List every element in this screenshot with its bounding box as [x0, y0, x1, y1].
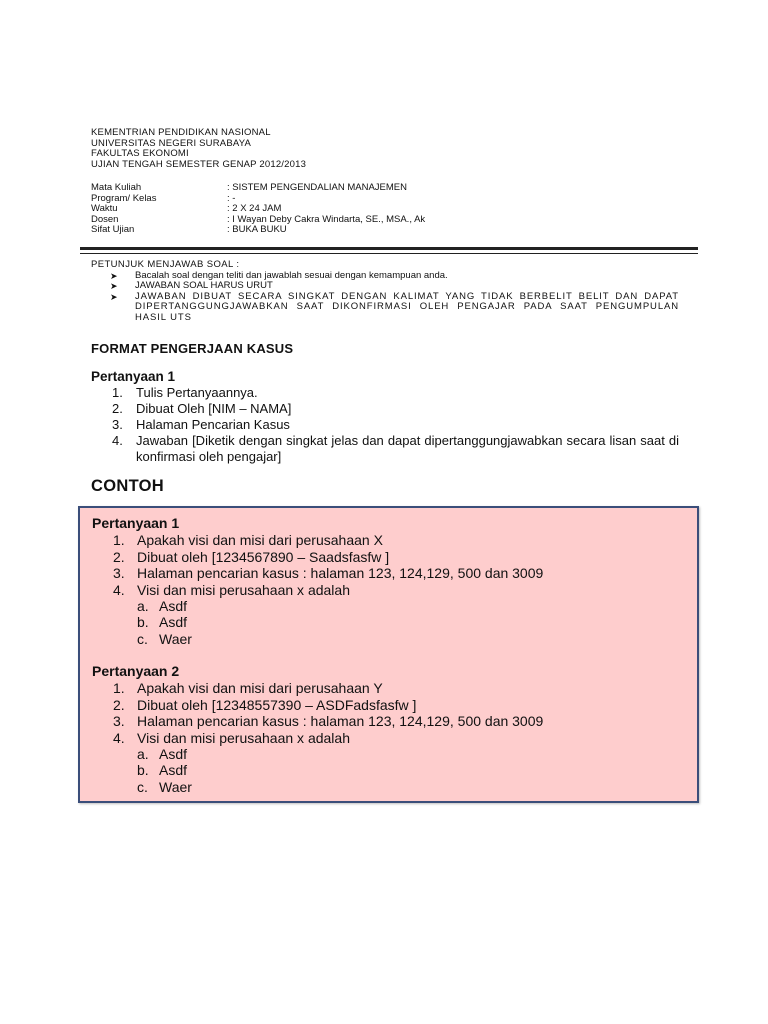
arrow-bullet-icon: ➤	[110, 270, 118, 281]
meta-label: Dosen	[91, 213, 119, 225]
example-question-2	[92, 663, 543, 795]
item-letter: b.	[137, 614, 149, 631]
meta-value: : SISTEM PENGENDALIAN MANAJEMEN	[227, 182, 408, 193]
item-text: Dibuat oleh [12348557390 – ASDFadsfasfw ]	[137, 696, 417, 713]
item-text: Dibuat Oleh [NIM – NAMA]	[136, 401, 292, 416]
format-question-title: Pertanyaan 1	[91, 369, 176, 384]
item-number: 1.	[113, 680, 125, 697]
format-list	[91, 385, 679, 465]
example-item	[92, 697, 543, 713]
meta-value: : BUKA BUKU	[227, 224, 287, 235]
example-item	[92, 565, 543, 581]
item-number: 3.	[113, 713, 125, 730]
header-university: UNIVERSITAS NEGERI SURABAYA	[91, 137, 252, 149]
example-box	[78, 506, 699, 803]
item-number: 3.	[112, 417, 123, 432]
example-title: CONTOH	[91, 477, 164, 495]
example-question-1	[92, 515, 543, 647]
item-text: Waer	[159, 778, 192, 795]
instruction-text: JAWABAN DIBUAT SECARA SINGKAT DENGAN KALIMAT YANG TIDAK BERBELIT BELIT DAN DAPAT DIPERTANGGUNGJAWABKAN SAAT DIKONFIRMASI OLEH PENGAJAR PADA SAAT PENGUMPULAN HASIL UTS	[135, 290, 679, 323]
item-number: 2.	[113, 696, 125, 713]
example-question-title: Pertanyaan 1	[92, 515, 180, 531]
item-letter: c.	[137, 778, 148, 795]
meta-row	[91, 225, 425, 236]
example-subitem	[92, 598, 543, 614]
instruction-text: Bacalah soal dengan teliti dan jawablah sesuai dengan kemampuan anda.	[135, 269, 448, 281]
item-text: Asdf	[159, 762, 188, 779]
arrow-bullet-icon: ➤	[110, 281, 118, 291]
instruction-item	[91, 292, 679, 324]
divider-thin	[80, 253, 698, 254]
example-subitem	[92, 614, 543, 630]
item-text: Waer	[159, 630, 192, 647]
format-item	[91, 417, 679, 433]
example-question-title: Pertanyaan 2	[92, 663, 180, 679]
item-number: 4.	[113, 581, 125, 598]
item-text: Halaman pencarian kasus : halaman 123, 124,129, 500 dan 3009	[137, 565, 544, 582]
example-list	[92, 680, 543, 795]
item-letter: a.	[137, 746, 149, 763]
item-letter: a.	[137, 598, 149, 615]
item-text: Visi dan misi perusahaan x adalah	[137, 729, 350, 746]
meta-label: Program/ Kelas	[91, 192, 157, 204]
meta-label: Mata Kuliah	[91, 182, 142, 193]
item-number: 1.	[112, 385, 123, 400]
header-exam: UJIAN TENGAH SEMESTER GENAP 2012/2013	[91, 158, 307, 170]
format-title: FORMAT PENGERJAAN KASUS	[91, 341, 294, 356]
item-number: 2.	[112, 401, 123, 416]
meta-row	[91, 183, 425, 194]
header-ministry: KEMENTRIAN PENDIDIKAN NASIONAL	[91, 127, 271, 138]
format-item	[91, 433, 679, 465]
item-letter: c.	[137, 630, 148, 647]
meta-value: : -	[227, 192, 236, 204]
instructions-list	[91, 271, 679, 324]
meta-value: : I Wayan Deby Cakra Windarta, SE., MSA., Ak	[227, 213, 426, 225]
item-letter: b.	[137, 762, 149, 779]
instructions-title: PETUNJUK MENJAWAB SOAL :	[91, 259, 240, 270]
header-faculty: FAKULTAS EKONOMI	[91, 148, 189, 159]
document-header	[91, 128, 306, 170]
item-number: 4.	[113, 729, 125, 746]
item-text: Asdf	[159, 746, 188, 763]
example-item	[92, 713, 543, 729]
meta-row	[91, 204, 425, 215]
example-list	[92, 532, 543, 647]
item-text: Tulis Pertanyaannya.	[136, 385, 258, 400]
meta-label: Waktu	[91, 203, 118, 214]
item-text: Asdf	[159, 598, 188, 615]
divider-thick	[80, 247, 698, 250]
item-text: Visi dan misi perusahaan x adalah	[137, 581, 350, 598]
exam-info	[91, 183, 425, 236]
example-subitem	[92, 762, 543, 778]
meta-value: : 2 X 24 JAM	[227, 203, 282, 214]
example-subitem	[92, 746, 543, 762]
format-item	[91, 385, 679, 401]
item-text: Jawaban [Diketik dengan singkat jelas dan dapat dipertanggungjawabkan secara lisan saat di konfirmasi oleh pengajar]	[136, 433, 679, 464]
arrow-bullet-icon: ➤	[110, 291, 119, 302]
item-text: Dibuat oleh [1234567890 – Saadsfasfw ]	[137, 548, 390, 565]
item-text: Halaman Pencarian Kasus	[136, 417, 290, 432]
item-text: Apakah visi dan misi dari perusahaan Y	[137, 680, 383, 697]
example-item	[92, 680, 543, 696]
example-subitem	[92, 779, 543, 795]
example-item	[92, 532, 543, 548]
example-subitem	[92, 631, 543, 647]
example-item	[92, 730, 543, 746]
item-number: 1.	[113, 532, 125, 549]
item-number: 2.	[113, 548, 125, 565]
meta-label: Sifat Ujian	[91, 224, 135, 235]
item-text: Asdf	[159, 614, 188, 631]
example-item	[92, 549, 543, 565]
item-text: Halaman pencarian kasus : halaman 123, 124,129, 500 dan 3009	[137, 713, 544, 730]
item-number: 4.	[112, 433, 123, 448]
item-text: Apakah visi dan misi dari perusahaan X	[137, 532, 383, 549]
instruction-text: JAWABAN SOAL HARUS URUT	[135, 280, 273, 291]
item-number: 3.	[113, 565, 125, 582]
example-item	[92, 582, 543, 598]
instructions	[91, 260, 679, 323]
format-item	[91, 401, 679, 417]
